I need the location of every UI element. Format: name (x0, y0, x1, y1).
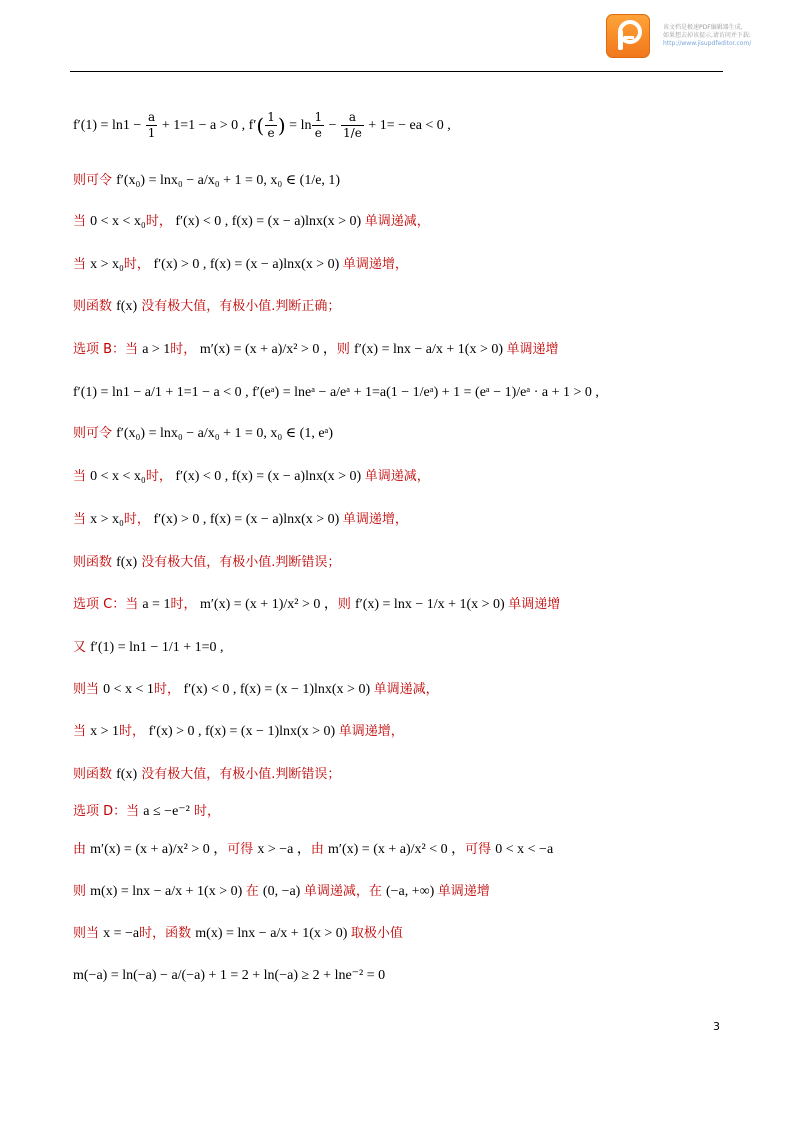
line-18: 由 m′(x) = (x + a)/x² > 0 ，可得 x > −a ，由 m′(x) = (x + a)/x² < 0 ，可得 0 < x < −a (73, 842, 554, 857)
watermark-line-1: 该文档是极速PDF编辑器生成, (663, 24, 743, 31)
line-8: 则可令 f′(x₀) = lnx₀ − a/x₀ + 1 = 0, x₀ ∈ (1, eᵃ) (73, 426, 334, 441)
line-4: 当 x > x₀时， f′(x) > 0 , f(x) = (x − a)lnx(x > 0) 单调递增， (73, 257, 408, 272)
line-5: 则函数 f(x) 没有极大值，有极小值.判断正确； (73, 299, 341, 314)
line-3: 当 0 < x < x₀时， f′(x) < 0 , f(x) = (x − a)lnx(x > 0) 单调递减， (73, 214, 430, 229)
header-rule (70, 71, 723, 72)
line-9: 当 0 < x < x₀时， f′(x) < 0 , f(x) = (x − a)lnx(x > 0) 单调递减， (73, 469, 430, 484)
line-15: 当 x > 1时， f′(x) > 0 , f(x) = (x − 1)lnx(x > 0) 单调递增， (73, 724, 404, 739)
line-7: f′(1) = ln1 − a/1 + 1=1 − a < 0 , f′(eᵃ) = lneᵃ − a/eᵃ + 1=a(1 − 1/eᵃ) + 1 = (eᵃ − 1)/eᵃ · a + 1 > 0 , (73, 385, 599, 400)
line-14: 则当 0 < x < 1时， f′(x) < 0 , f(x) = (x − 1)lnx(x > 0) 单调递减， (73, 682, 439, 697)
page-number: 3 (713, 1020, 720, 1033)
line-13: 又 f′(1) = ln1 − 1/1 + 1=0 , (73, 640, 224, 655)
line-11: 则函数 f(x) 没有极大值，有极小值.判断错误； (73, 555, 341, 570)
watermark-url[interactable]: http://www.jisupdfeditor.com/ (663, 40, 752, 47)
line-1: f′(1) = ln1 − $\frac{a}{1}$ + 1=1 − a > 0 , f′( $\frac{1}{e}$ ) = ln $\frac{1}{e}$ − $\frac{a}{1/e}$ + 1= − ea < 0 , (73, 110, 451, 140)
line-2: 则可令 f′(x₀) = lnx₀ − a/x₀ + 1 = 0, x₀ ∈ (1/e, 1) (73, 173, 341, 188)
line-16: 则函数 f(x) 没有极大值，有极小值.判断错误； (73, 767, 341, 782)
line-12: 选项 C：当 a = 1时， m′(x) = (x + 1)/x² > 0 ，则 f′(x) = lnx − 1/x + 1(x > 0) 单调递增 (73, 597, 561, 612)
line-10: 当 x > x₀时， f′(x) > 0 , f(x) = (x − a)lnx(x > 0) 单调递增， (73, 512, 408, 527)
watermark-notice (663, 24, 791, 48)
watermark-line-2: 如果想去掉该提示,请访问并下载: (663, 32, 751, 39)
line-21: m(−a) = ln(−a) − a/(−a) + 1 = 2 + ln(−a) ≥ 2 + lne⁻² = 0 (73, 968, 386, 983)
line-17: 选项 D：当 a ≤ −e⁻² 时， (73, 804, 221, 819)
line-20: 则当 x = −a时，函数 m(x) = lnx − a/x + 1(x > 0) 取极小值 (73, 926, 403, 941)
line-6: 选项 B：当 a > 1时， m′(x) = (x + a)/x² > 0 ，则 f′(x) = lnx − a/x + 1(x > 0) 单调递增 (73, 342, 559, 357)
pdf-editor-logo (606, 14, 650, 58)
line-19: 则 m(x) = lnx − a/x + 1(x > 0) 在 (0, −a) 单调递减，在 (−a, +∞) 单调递增 (73, 884, 490, 899)
